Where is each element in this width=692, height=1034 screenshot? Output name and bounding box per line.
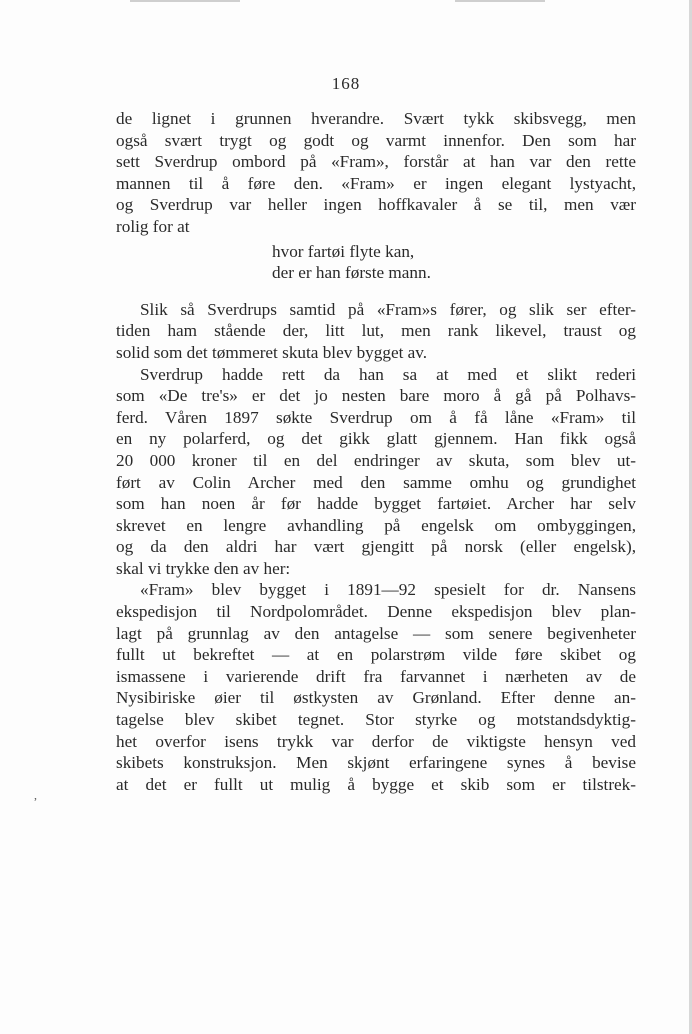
- paragraph-2: [116, 299, 636, 364]
- page-number: 168: [331, 74, 361, 93]
- paragraph-4: [116, 579, 636, 795]
- text-line: ferd. Våren 1897 søkte Sverdrup om å få låne «Fram» til: [116, 407, 636, 427]
- margin-mark: ,: [34, 788, 37, 802]
- text-line: og Sverdrup var heller ingen hoffkavaler å se til, men vær: [116, 195, 636, 215]
- text-line: Slik så Sverdrups samtid på «Fram»s fører, og slik ser efter-: [140, 299, 636, 319]
- text-line: ført av Colin Archer med den samme omhu og grundighet: [116, 472, 636, 492]
- verse-line: hvor fartøi flyte kan,: [272, 241, 415, 261]
- verse-quote: [116, 241, 636, 284]
- text-line: de lignet i grunnen hverandre. Svært tykk skibsvegg, men: [116, 109, 636, 128]
- text-line: 20 000 kroner til en del endringer av skuta, som blev ut-: [116, 450, 636, 470]
- text-line: rolig for at: [116, 216, 190, 236]
- top-edge-mark-right: [455, 0, 545, 2]
- text-line: en ny polarferd, og det gikk glatt gjennem. Han fikk også: [116, 429, 636, 449]
- text-line: «Fram» blev bygget i 1891—92 spesielt for dr. Nansens: [140, 580, 636, 600]
- verse-line: der er han første mann.: [272, 263, 431, 283]
- text-line: som han noen år før hadde bygget fartøiet. Archer har selv: [116, 494, 636, 514]
- text-line: mannen til å føre den. «Fram» er ingen elegant lystyacht,: [116, 173, 636, 193]
- section-gap: [116, 284, 636, 299]
- text-line: lagt på grunnlag av den antagelse — som senere begivenheter: [116, 623, 636, 643]
- text-line: fullt ut bekreftet — at en polarstrøm vilde føre skibet og: [116, 645, 636, 665]
- text-line: ekspedisjon til Nordpolområdet. Denne ekspedisjon blev plan-: [116, 602, 636, 622]
- text-line: skibets konstruksjon. Men skjønt erfaringene synes å bevise: [116, 753, 636, 773]
- body-text: [116, 108, 636, 795]
- text-line: Sverdrup hadde rett da han sa at med et slikt rederi: [140, 364, 636, 384]
- text-line: tiden ham stående der, litt lut, men rank likevel, traust og: [116, 321, 636, 341]
- text-line: tagelse blev skibet tegnet. Stor styrke og motstandsdyktig-: [116, 710, 636, 730]
- paragraph-3: [116, 364, 636, 580]
- text-line: Nysibiriske øier til østkysten av Grønland. Efter denne an-: [116, 688, 636, 708]
- text-line: ismassene i varierende drift fra farvannet i nærheten av de: [116, 666, 636, 686]
- paragraph-1: [116, 108, 636, 238]
- text-line: sett Sverdrup ombord på «Fram», forstår at han var den rette: [116, 152, 636, 172]
- text-line: het overfor isens trykk var derfor de viktigste hensyn ved: [116, 731, 636, 751]
- text-line: at det er fullt ut mulig å bygge et skib som er tilstrek-: [116, 774, 636, 794]
- text-line: og da den aldri har vært gjengitt på norsk (eller engelsk),: [116, 537, 636, 557]
- text-line: skrevet en lengre avhandling på engelsk om ombyggingen,: [116, 515, 636, 535]
- text-line: også svært trygt og godt og varmt innenfor. Den som har: [116, 130, 636, 150]
- text-line: solid som det tømmeret skuta blev bygget av.: [116, 342, 428, 362]
- top-edge-mark-left: [130, 0, 240, 2]
- text-line: skal vi trykke den av her:: [116, 558, 291, 578]
- text-line: som «De tre's» er det jo nesten bare moro å gå på Polhavs-: [116, 386, 636, 406]
